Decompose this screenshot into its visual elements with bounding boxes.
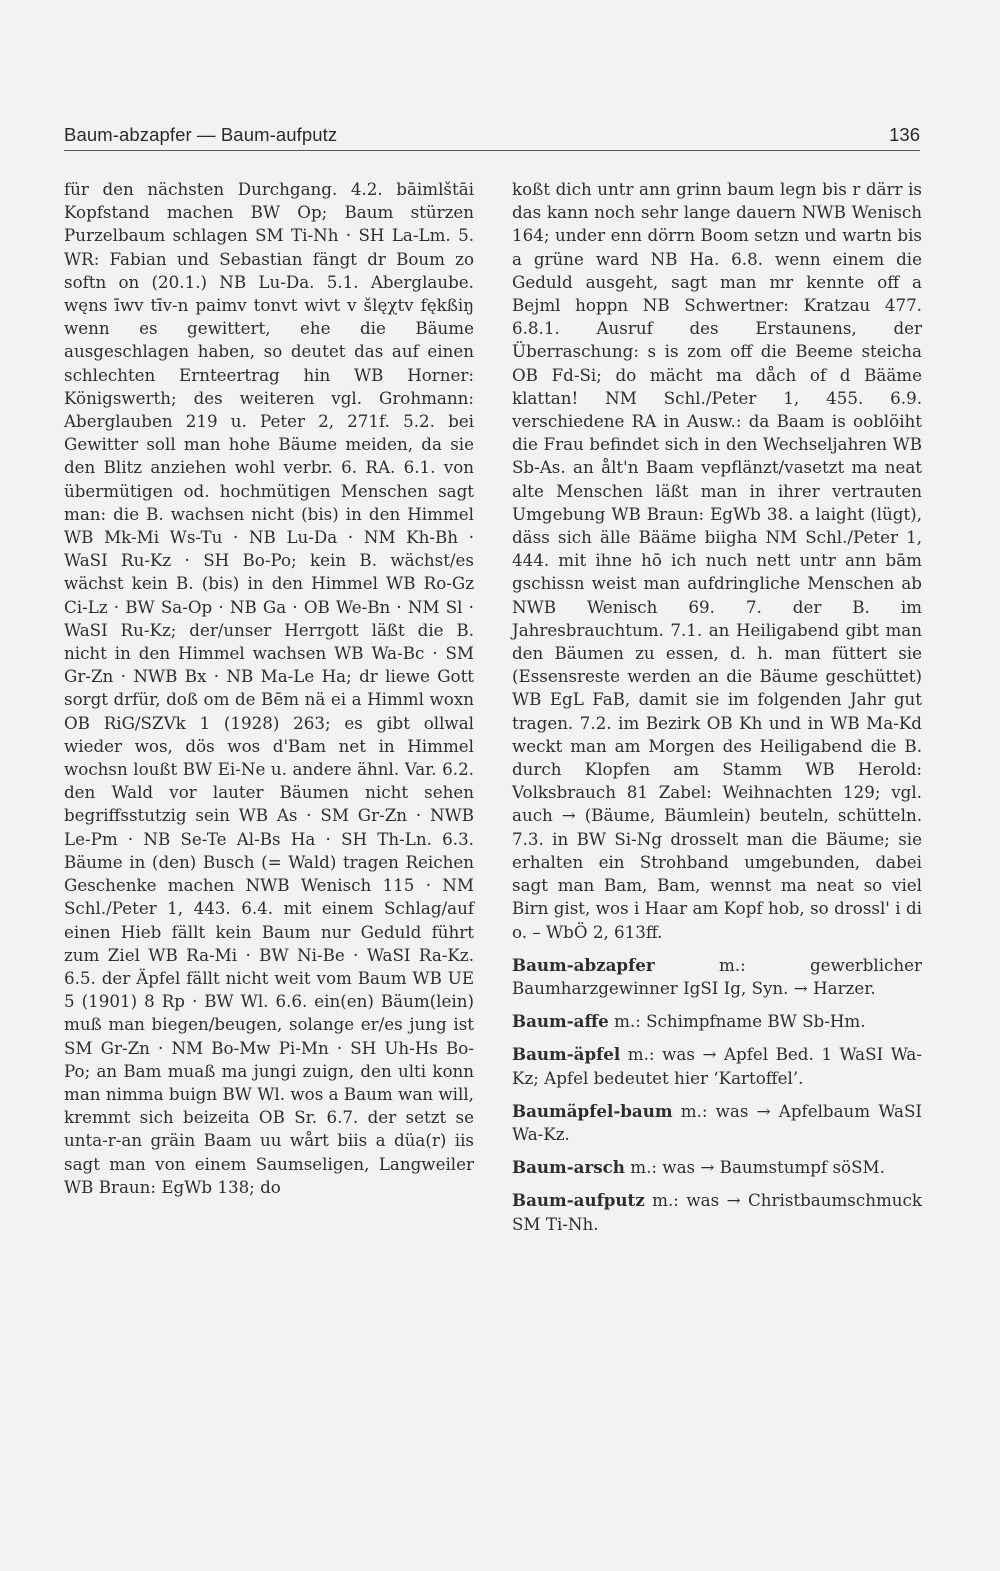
headword: Baumäpfel-baum (512, 1100, 673, 1121)
entry-definition: m.: was → Apfel Bed. 1 WaSI Wa-Kz; Apfel bedeutet hier ‘Kartoffel’. (512, 1044, 922, 1088)
headword: Baum-abzapfer (512, 954, 655, 975)
entry-definition: m.: was → Baumstumpf söSM. (624, 1157, 885, 1178)
dictionary-entry (512, 1189, 922, 1235)
entry-definition: m.: was → Apfelbaum WaSI Wa-Kz. (512, 1100, 922, 1144)
left-column-text: für den nächsten Durchgang. 4.2. bāimlštāi Kopfstand machen BW Op; Baum stürzen Purzelbaum schlagen SM Ti-Nh · SH La-Lm. 5. WR: Fabian und Sebastian fängt dr Boum zo softn on (20.1.) NB Lu-Da. 5.1. Aberglaube. węns īwv tīv-n paimv tonvt wivt v šlęχtv fękßiŋ wenn es gewittert, ehe die Bäume ausgeschlagen haben, so deutet das auf einen schlechten Ernteertrag hin WB Horner: Königswerth; des weiteren vgl. Grohmann: Aberglauben 219 u. Peter 2, 271f. 5.2. bei Gewitter soll man hohe Bäume meiden, da sie den Blitz anziehen wohl verbr. 6. RA. 6.1. von übermütigen od. hochmütigen Menschen sagt man: die B. wachsen nicht (bis) in den Himmel WB Mk-Mi Ws-Tu · NB Lu-Da · NM Kh-Bh · WaSI Ru-Kz · SH Bo-Po; kein B. wächst/es wächst kein B. (bis) in den Himmel WB Ro-Gz Ci-Lz · BW Sa-Op · NB Ga · OB We-Bn · NM Sl · WaSI Ru-Kz; der/unser Herrgott läßt die B. nicht in den Himmel wachsen WB Wa-Bc · SM Gr-Zn · NWB Bx · NB Ma-Le Ha; dr liewe Gott sorgt drfür, doß om de Bēm nä ei a Himml woxn OB RiG/SZVk 1 (1928) 263; es gibt ollwal wieder wos, dös wos d'Bam net in Himmel wochsn loußt BW Ei-Ne u. andere ähnl. Var. 6.2. den Wald vor lauter Bäumen nicht sehen begriffsstutzig sein WB As · SM Gr-Zn · NWB Le-Pm · NB Se-Te Al-Bs Ha · SH Th-Ln. 6.3. Bäume in (den) Busch (= Wald) tragen Reichen Geschenke machen NWB Wenisch 115 · NM Schl./Peter 1, 443. 6.4. mit einem Schlag/auf einen Hieb fällt kein Baum nur Geduld führt zum Ziel WB Ra-Mi · BW Ni-Be · WaSI Ra-Kz. 6.5. der Äpfel fällt nicht weit vom Baum WB UE 5 (1901) 8 Rp · BW Wl. 6.6. ein(en) Bäum(lein) muß man biegen/beugen, solange er/es jung ist SM Gr-Zn · NM Bo-Mw Pi-Mn · SH Uh-Hs Bo-Po; an Bam muaß ma jungi zuign, den ulti konn man nimma buign BW Wl. wos a Baum wan will, kremmt sich beizeita OB Sr. 6.7. der setzt se unta-r-an gräin Baam uu wårt biis a düa(r) iis sagt man von einem Saumseligen, Langweiler WB Braun: EgWb 138; do (64, 179, 474, 1197)
dictionary-entry (512, 1156, 922, 1179)
dictionary-entry (512, 1043, 922, 1089)
left-column (64, 178, 474, 1199)
headword: Baum-affe (512, 1011, 609, 1032)
entry-definition: m.: was → Christbaumschmuck SM Ti-Nh. (512, 1190, 922, 1234)
headword: Baum-arsch (512, 1157, 625, 1178)
dictionary-entry (512, 1100, 922, 1146)
right-column (512, 178, 922, 1236)
right-column-text: koßt dich untr ann grinn baum legn bis r därr is das kann noch sehr lange dauern NWB Wenisch 164; under enn dörrn Boom setzn und wartn bis a grüne ward NB Ha. 6.8. wenn einem die Geduld ausgeht, sagt man mr kennte off a Bejml hoppn NB Schwertner: Kratzau 477. 6.8.1. Ausruf des Erstaunens, der Überraschung: s is zom off die Beeme steicha OB Fd-Si; do mächt ma dåch of d Bääme klattan! NM Schl./Peter 1, 455. 6.9. verschiedene RA in Ausw.: da Baam is ooblöiht die Frau befindet sich in den Wechseljahren WB Sb-As. an ålt'n Baam vepflänzt/vasetzt ma neat alte Menschen läßt man in ihrer vertrauten Umgebung WB Braun: EgWb 38. a laight (lügt), däss sich älle Bääme biigha NM Schl./Peter 1, 444. mit ihne hō ich nuch nett untr ann bām gschissn weist man aufdringliche Menschen ab NWB Wenisch 69. 7. der B. im Jahresbrauchtum. 7.1. an Heiligabend gibt man den Bäumen zu essen, d. h. man füttert sie (Essensreste werden an die Bäume geschüttet) WB EgL FaB, damit sie im folgenden Jahr gut tragen. 7.2. im Bezirk OB Kh und in WB Ma-Kd weckt man am Morgen des Heiligabend die B. durch Klopfen am Stamm WB Herold: Volksbrauch 81 Zabel: Weihnachten 129; vgl. auch → (Bäume, Bäumlein) beuteln, schütteln. 7.3. in BW Si-Ng drosselt man die Bäume; sie erhalten ein Strohband umgebunden, dabei sagt man Bam, Bam, wennst ma neat so viel Birn gist, wos i Haar am Kopf hob, so drossl' i di o. – WbÖ 2, 613ff. (512, 179, 922, 942)
running-title: Baum-abzapfer — Baum-aufputz (64, 124, 338, 145)
headword: Baum-aufputz (512, 1190, 645, 1211)
dictionary-entry (512, 954, 922, 1000)
entry-definition: m.: Schimpfname BW Sb-Hm. (608, 1011, 866, 1032)
page-number: 136 (889, 124, 920, 145)
entry-definition: m.: gewerblicher Baumharzgewinner IgSI Ig, Syn. → Harzer. (512, 954, 922, 998)
dictionary-entry (512, 1010, 922, 1033)
headword: Baum-äpfel (512, 1044, 621, 1065)
running-head (64, 122, 920, 151)
